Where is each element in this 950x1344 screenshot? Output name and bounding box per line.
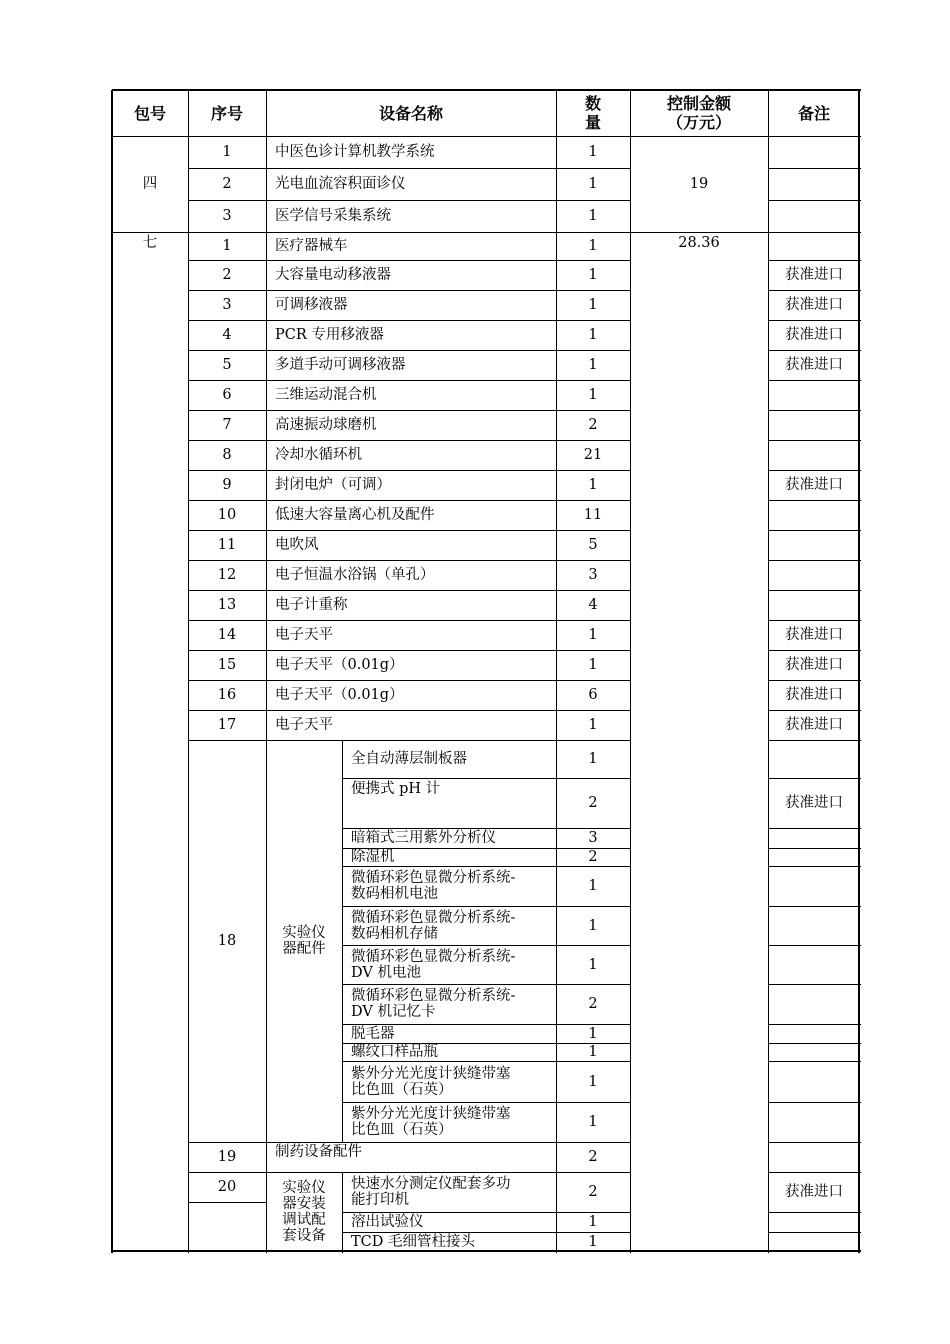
name-cell: 冷却水循环机 <box>275 447 362 463</box>
seq-cell: 4 <box>222 327 232 343</box>
grid-line-v <box>630 90 631 1253</box>
remark-cell <box>768 1232 860 1252</box>
seq-cell: 11 <box>217 537 237 553</box>
sub-name-cell: 紫外分光光度计狭缝带塞 比色皿（石英） <box>351 1065 511 1098</box>
remark-cell <box>768 828 860 848</box>
seq-cell: 13 <box>217 597 237 613</box>
header-amount: 控制金额 （万元） <box>666 94 731 132</box>
remark-cell: 获准进口 <box>785 717 843 733</box>
name-cell: 电子计重称 <box>275 597 348 613</box>
sub-name-cell: TCD 毛细管柱接头 <box>351 1234 475 1250</box>
remark-cell <box>768 1043 860 1061</box>
header-remark: 备注 <box>797 103 830 123</box>
name-cell: 电子天平（0.01g） <box>275 687 404 703</box>
name-cell: 可调移液器 <box>275 297 348 313</box>
seq-cell: 3 <box>222 208 232 224</box>
remark-cell <box>768 560 860 590</box>
qty-cell: 2 <box>588 417 598 433</box>
qty-cell: 1 <box>588 357 598 373</box>
header-name: 设备名称 <box>378 103 443 123</box>
qty-cell: 1 <box>588 144 598 160</box>
sub-name-cell: 暗箱式三用紫外分析仪 <box>351 830 496 846</box>
seq-cell: 7 <box>222 417 232 433</box>
header-qty: 数 量 <box>584 94 601 132</box>
header-package: 包号 <box>133 103 166 123</box>
qty-cell: 2 <box>588 849 598 865</box>
amount-cell: 28.36 <box>678 235 720 251</box>
qty-cell: 1 <box>588 387 598 403</box>
name-cell: PCR 专用移液器 <box>275 327 384 343</box>
remark-cell <box>768 500 860 530</box>
remark-cell: 获准进口 <box>785 657 843 673</box>
qty-cell: 1 <box>588 1234 598 1250</box>
remark-cell: 获准进口 <box>785 477 843 493</box>
qty-cell: 1 <box>588 1073 598 1090</box>
seq-cell: 12 <box>217 567 237 583</box>
qty-cell: 1 <box>588 1114 598 1130</box>
remark-cell <box>768 848 860 866</box>
name-cell: 封闭电炉（可调） <box>275 477 391 493</box>
qty-cell: 1 <box>588 477 598 493</box>
seq-cell: 1 <box>222 238 232 254</box>
sub-name-cell: 微循环彩色显微分析系统- DV 机电池 <box>351 948 516 981</box>
name-cell: 中医色诊计算机教学系统 <box>275 144 435 160</box>
remark-cell: 获准进口 <box>785 627 843 643</box>
qty-cell: 1 <box>588 208 598 224</box>
remark-cell <box>768 168 860 200</box>
remark-cell <box>768 984 860 1024</box>
qty-cell: 21 <box>583 447 603 463</box>
qty-cell: 1 <box>588 1025 598 1042</box>
seq-cell: 5 <box>222 357 232 373</box>
sub-name-cell: 微循环彩色显微分析系统- DV 机记忆卡 <box>351 988 516 1020</box>
header-seq: 序号 <box>210 103 243 123</box>
qty-cell: 1 <box>588 878 598 894</box>
seq-cell: 15 <box>217 657 237 673</box>
qty-cell: 1 <box>588 657 598 673</box>
name-cell: 制药设备配件 <box>275 1144 362 1160</box>
remark-cell <box>768 945 860 984</box>
qty-cell: 1 <box>588 751 598 767</box>
name-cell: 电子恒温水浴锅（单孔） <box>275 567 435 583</box>
package-cell: 四 <box>142 176 158 192</box>
remark-cell <box>768 740 860 778</box>
name-cell: 大容量电动移液器 <box>275 267 391 283</box>
seq-cell: 19 <box>217 1149 237 1165</box>
remark-cell <box>768 1102 860 1142</box>
remark-cell <box>768 440 860 470</box>
qty-cell: 1 <box>588 176 598 192</box>
remark-cell <box>768 200 860 232</box>
remark-cell: 获准进口 <box>785 267 843 283</box>
remark-cell <box>768 1061 860 1102</box>
grid-line-v <box>111 90 113 1253</box>
name-cell: 光电血流容积面诊仪 <box>275 176 406 192</box>
name-cell: 电子天平 <box>275 627 333 643</box>
grid-line-h <box>188 1202 267 1203</box>
sub-name-cell: 螺纹口样品瓶 <box>351 1044 438 1060</box>
sub-name-cell: 脱毛器 <box>351 1025 395 1042</box>
name-cell: 多道手动可调移液器 <box>275 357 406 373</box>
sub-name-cell: 紫外分光光度计狭缝带塞 比色皿（石英） <box>351 1106 511 1138</box>
sub-name-cell: 溶出试验仪 <box>351 1214 424 1230</box>
remark-cell <box>768 866 860 906</box>
seq-cell: 17 <box>217 717 237 733</box>
remark-cell: 获准进口 <box>785 327 843 343</box>
equipment-table <box>112 90 860 1252</box>
category-cell: 实验仪 器安装 调试配 套设备 <box>282 1180 326 1244</box>
seq-cell: 1 <box>222 144 232 160</box>
remark-cell <box>768 1024 860 1043</box>
remark-cell <box>768 590 860 620</box>
remark-cell: 获准进口 <box>785 795 843 811</box>
qty-cell: 1 <box>588 1044 598 1060</box>
qty-cell: 1 <box>588 1214 598 1230</box>
qty-cell: 1 <box>588 238 598 254</box>
qty-cell: 2 <box>588 1184 598 1200</box>
remark-cell <box>768 380 860 410</box>
name-cell: 医疗器械车 <box>275 238 348 254</box>
sub-name-cell: 微循环彩色显微分析系统- 数码相机存储 <box>351 909 516 942</box>
qty-cell: 1 <box>588 627 598 643</box>
remark-cell <box>768 1142 860 1172</box>
qty-cell: 1 <box>588 327 598 343</box>
remark-cell <box>768 232 860 260</box>
sub-name-cell: 便携式 pH 计 <box>351 781 441 797</box>
qty-cell: 1 <box>588 917 598 934</box>
qty-cell: 2 <box>588 1149 598 1165</box>
qty-cell: 6 <box>588 687 598 703</box>
name-cell: 三维运动混合机 <box>275 387 377 403</box>
seq-cell: 14 <box>217 627 237 643</box>
remark-cell <box>768 1212 860 1232</box>
sub-name-cell: 快速水分测定仪配套多功 能打印机 <box>351 1176 511 1208</box>
seq-cell: 10 <box>217 507 237 523</box>
qty-cell: 3 <box>588 830 598 846</box>
remark-cell: 获准进口 <box>785 297 843 313</box>
name-cell: 电子天平（0.01g） <box>275 657 404 673</box>
qty-cell: 1 <box>588 267 598 283</box>
qty-cell: 2 <box>588 996 598 1012</box>
qty-cell: 1 <box>588 956 598 973</box>
remark-cell: 获准进口 <box>785 357 843 373</box>
qty-cell: 4 <box>588 597 598 613</box>
name-cell: 高速振动球磨机 <box>275 417 377 433</box>
qty-cell: 1 <box>588 717 598 733</box>
seq-cell: 18 <box>217 933 237 949</box>
qty-cell: 1 <box>588 297 598 313</box>
remark-cell <box>768 906 860 945</box>
seq-cell: 8 <box>222 447 232 463</box>
name-cell: 低速大容量离心机及配件 <box>275 507 435 523</box>
name-cell: 医学信号采集系统 <box>275 208 391 224</box>
remark-cell <box>768 410 860 440</box>
sub-name-cell: 除湿机 <box>351 849 395 865</box>
category-cell: 实验仪 器配件 <box>282 925 326 957</box>
seq-cell: 6 <box>222 387 232 403</box>
seq-cell: 2 <box>222 176 232 192</box>
seq-cell: 9 <box>222 477 232 493</box>
sub-name-cell: 全自动薄层制板器 <box>351 751 467 767</box>
qty-cell: 2 <box>588 795 598 811</box>
seq-cell: 2 <box>222 267 232 283</box>
name-cell: 电吹风 <box>275 537 319 553</box>
name-cell: 电子天平 <box>275 717 333 733</box>
remark-cell <box>768 530 860 560</box>
seq-cell: 16 <box>217 687 237 703</box>
remark-cell: 获准进口 <box>785 687 843 703</box>
qty-cell: 5 <box>588 537 598 553</box>
remark-cell <box>768 136 860 168</box>
amount-cell: 19 <box>689 176 709 192</box>
remark-cell: 获准进口 <box>785 1184 843 1200</box>
qty-cell: 3 <box>588 567 598 583</box>
package-cell: 七 <box>142 235 158 251</box>
seq-cell: 3 <box>222 297 232 313</box>
qty-cell: 11 <box>583 507 603 523</box>
seq-cell: 20 <box>217 1179 237 1195</box>
sub-name-cell: 微循环彩色显微分析系统- 数码相机电池 <box>351 870 516 902</box>
